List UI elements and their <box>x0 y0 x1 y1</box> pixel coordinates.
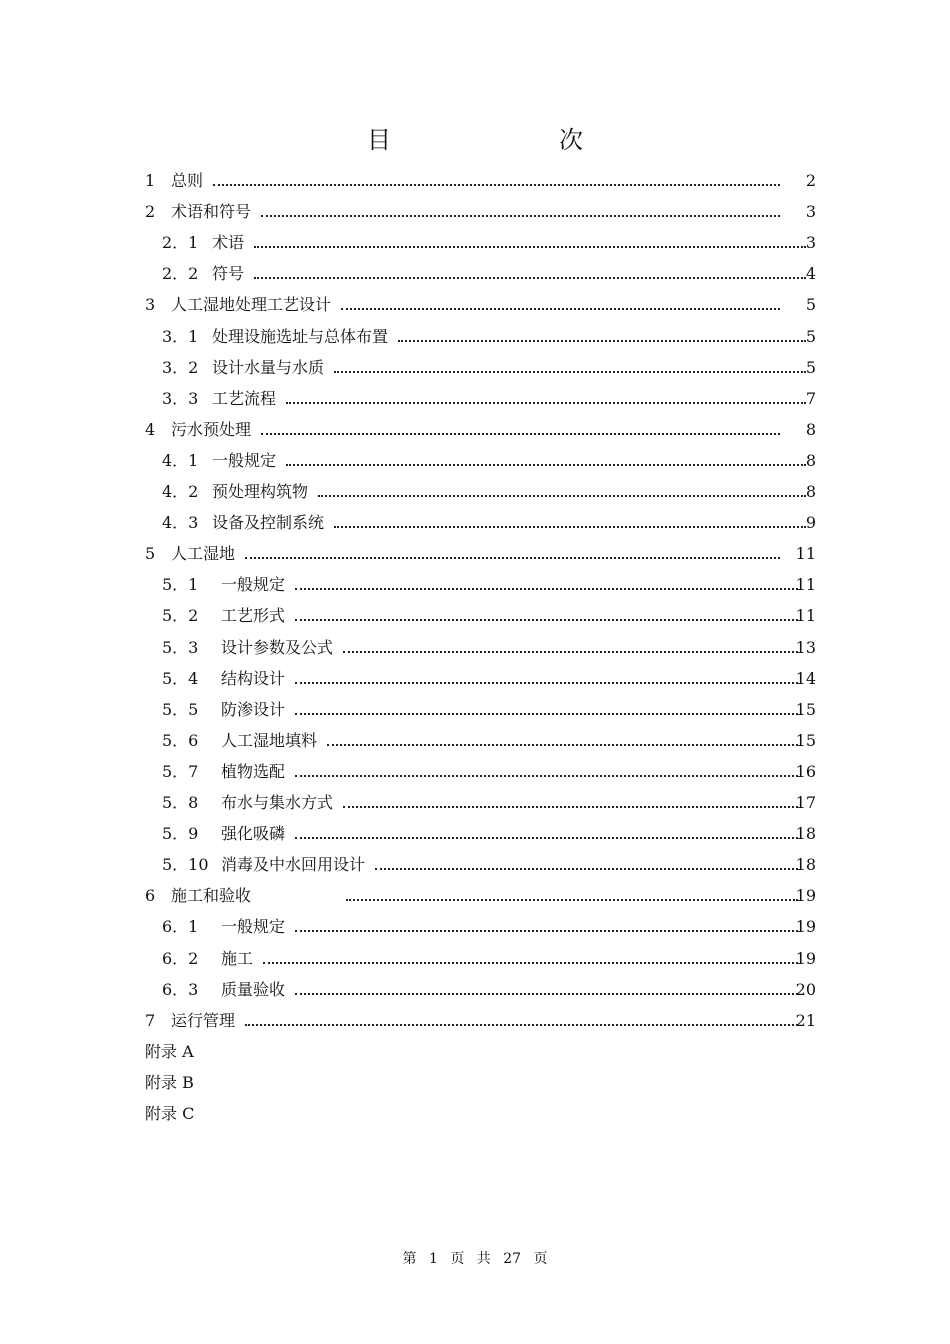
toc-leader-dots <box>213 184 780 186</box>
toc-entry-label: 施工 <box>221 948 254 968</box>
toc-leader-dots <box>254 277 806 279</box>
toc-leader-dots <box>334 371 806 373</box>
toc-leader-dots <box>343 651 798 653</box>
toc-leader-dots <box>286 402 806 404</box>
toc-entry-label: 一般规定 <box>221 575 286 595</box>
toc-leader-dots <box>375 868 798 870</box>
toc-entry-number: 5．2 <box>162 606 199 626</box>
toc-entry[interactable] <box>0 569 950 600</box>
toc-entry-page: 15 <box>795 699 816 719</box>
footer-word-di: 第 <box>402 1251 417 1267</box>
toc-entry-page: 5 <box>805 295 816 315</box>
toc-entry-label: 施工和验收 <box>171 886 252 906</box>
toc-entry[interactable] <box>0 880 950 911</box>
toc-entry-number: 6．2 <box>162 948 199 968</box>
toc-appendix-label: 附录 A <box>145 1041 194 1061</box>
toc-entry[interactable] <box>0 974 950 1005</box>
toc-entry-number: 5．9 <box>162 824 199 844</box>
toc-entry-page: 11 <box>795 575 816 595</box>
toc-entry-number: 4 <box>145 419 156 439</box>
toc-entry-number: 5．4 <box>162 668 199 688</box>
toc-leader-dots <box>398 340 806 342</box>
toc-entry[interactable] <box>0 632 950 663</box>
toc-entry-page: 18 <box>795 855 816 875</box>
toc-entry-page: 11 <box>795 544 816 564</box>
toc-leader-dots <box>245 1024 798 1026</box>
toc-entry-page: 8 <box>805 450 816 470</box>
toc-entry-page: 21 <box>795 1010 816 1030</box>
toc-entry[interactable] <box>0 476 950 507</box>
toc-appendix-entry[interactable] <box>0 1036 950 1067</box>
toc-entry[interactable] <box>0 787 950 818</box>
toc-entry-label: 防渗设计 <box>221 699 286 719</box>
toc-leader-dots <box>318 495 806 497</box>
toc-leader-dots <box>263 962 798 964</box>
toc-entry[interactable] <box>0 943 950 974</box>
toc-leader-dots <box>261 433 780 435</box>
toc-entry-label: 总则 <box>171 171 204 190</box>
toc-entry[interactable] <box>0 1005 950 1036</box>
toc-entry-label: 污水预处理 <box>171 419 252 439</box>
toc-entry-label: 植物选配 <box>221 761 286 781</box>
toc-entry-number: 5．10 <box>162 855 209 875</box>
toc-entry-page: 5 <box>805 357 816 377</box>
toc-entry-number: 5．3 <box>162 637 199 657</box>
toc-entry[interactable] <box>0 383 950 414</box>
toc-entry-page: 15 <box>795 730 816 750</box>
toc-entry-page: 18 <box>795 824 816 844</box>
toc-entry-page: 9 <box>805 513 816 533</box>
toc-entry[interactable] <box>0 507 950 538</box>
toc-leader-dots <box>346 899 798 901</box>
toc-entry-label: 运行管理 <box>171 1010 236 1030</box>
toc-entry-label: 一般规定 <box>221 917 286 937</box>
toc-entry-number: 5 <box>145 544 156 564</box>
toc-entry[interactable] <box>0 694 950 725</box>
footer-total-pages: 27 <box>503 1251 522 1267</box>
toc-entry-number: 5．6 <box>162 730 199 750</box>
toc-leader-dots <box>295 993 798 995</box>
toc-entry-label: 人工湿地填料 <box>221 730 318 750</box>
toc-entry-number: 3．2 <box>162 357 199 377</box>
toc-entry-label: 一般规定 <box>212 450 277 470</box>
toc-entry-label: 人工湿地处理工艺设计 <box>171 295 332 315</box>
toc-entry-page: 2 <box>805 171 816 190</box>
toc-entry[interactable] <box>0 663 950 694</box>
toc-entry-label: 设计参数及公式 <box>221 637 334 657</box>
toc-appendix-entry[interactable] <box>0 1067 950 1098</box>
toc-entry[interactable] <box>0 756 950 787</box>
toc-entry-page: 16 <box>795 761 816 781</box>
toc-entry-number: 1 <box>145 171 156 190</box>
toc-entry-number: 2．2 <box>162 264 199 284</box>
footer-current-page: 1 <box>428 1251 438 1267</box>
toc-entry-page: 5 <box>805 326 816 346</box>
toc-entry-number: 4．2 <box>162 482 199 501</box>
toc-entry-label: 预处理构筑物 <box>212 482 309 501</box>
toc-entry-label: 术语和符号 <box>171 202 252 222</box>
toc-entry-page: 8 <box>805 482 816 501</box>
toc-leader-dots <box>343 806 798 808</box>
toc-entry-page: 19 <box>795 948 816 968</box>
toc-entry-page: 8 <box>805 419 816 439</box>
toc-leader-dots <box>286 464 806 466</box>
toc-leader-dots <box>295 682 798 684</box>
toc-entry-page: 4 <box>805 264 816 284</box>
toc-entry-number: 2．1 <box>162 233 199 253</box>
toc-entry[interactable] <box>0 352 950 383</box>
toc-entry-label: 工艺流程 <box>212 388 277 408</box>
toc-entry-label: 工艺形式 <box>221 606 286 626</box>
toc-appendix-label: 附录 B <box>145 1072 194 1092</box>
toc-leader-dots <box>341 308 780 310</box>
toc-entry-page: 17 <box>795 793 816 812</box>
footer-word-gong: 共 <box>476 1251 491 1267</box>
toc-entry-label: 质量验收 <box>221 979 286 999</box>
toc-entry-label: 术语 <box>212 233 245 253</box>
toc-entry[interactable] <box>0 818 950 849</box>
toc-entry-number: 3 <box>145 295 156 315</box>
toc-entry-number: 7 <box>145 1010 156 1030</box>
toc-entry-page: 13 <box>795 637 816 657</box>
toc-entry-number: 4．1 <box>162 450 199 470</box>
toc-entry-number: 5．8 <box>162 793 199 812</box>
toc-entry[interactable] <box>0 849 950 880</box>
toc-entry-label: 设计水量与水质 <box>212 357 325 377</box>
toc-entry-page: 20 <box>795 979 816 999</box>
toc-entry[interactable] <box>0 165 950 196</box>
toc-leader-dots <box>334 526 806 528</box>
toc-entry-page: 3 <box>805 202 816 222</box>
toc-entry-label: 处理设施选址与总体布置 <box>212 326 389 346</box>
toc-entry[interactable] <box>0 911 950 942</box>
toc-entry-page: 7 <box>805 388 816 408</box>
toc-leader-dots <box>254 246 806 248</box>
toc-entry-label: 人工湿地 <box>171 544 236 564</box>
toc-entry[interactable] <box>0 445 950 476</box>
toc-leader-dots <box>261 215 780 217</box>
toc-entry[interactable] <box>0 258 950 289</box>
toc-leader-dots <box>295 713 798 715</box>
toc-entry-number: 5．5 <box>162 699 199 719</box>
toc-entry[interactable] <box>0 289 950 320</box>
toc-entry-page: 3 <box>805 233 816 253</box>
toc-appendix-entry[interactable] <box>0 1098 950 1129</box>
toc-entry-number: 4．3 <box>162 513 199 533</box>
footer-word-ye-2: 页 <box>533 1251 548 1267</box>
toc-appendix-label: 附录 C <box>145 1104 195 1123</box>
toc-leader-dots <box>327 744 798 746</box>
toc-entry-number: 3．1 <box>162 326 199 346</box>
toc-entry-number: 6．1 <box>162 917 199 937</box>
toc-entry-label: 结构设计 <box>221 668 286 688</box>
toc-entry[interactable] <box>0 227 950 258</box>
toc-entry-label: 设备及控制系统 <box>212 513 325 533</box>
toc-entry[interactable] <box>0 725 950 756</box>
toc-leader-dots <box>295 837 798 839</box>
toc-entry[interactable] <box>0 414 950 445</box>
toc-entry-number: 5．1 <box>162 575 199 595</box>
toc-leader-dots <box>295 588 798 590</box>
toc-entry-page: 19 <box>795 886 816 906</box>
toc-leader-dots <box>295 775 798 777</box>
toc-leader-dots <box>295 930 798 932</box>
toc-entry[interactable] <box>0 538 950 569</box>
toc-entry-page: 19 <box>795 917 816 937</box>
toc-entry-number: 6 <box>145 886 156 906</box>
toc-entry-number: 6．3 <box>162 979 199 999</box>
toc-entry-label: 强化吸磷 <box>221 824 286 844</box>
toc-entry-number: 5．7 <box>162 761 199 781</box>
toc-entry-label: 符号 <box>212 264 245 284</box>
toc-entry-page: 11 <box>795 606 816 626</box>
footer-word-ye: 页 <box>450 1251 465 1267</box>
toc-entry-label: 消毒及中水回用设计 <box>221 855 366 875</box>
toc-entry-number: 2 <box>145 202 156 222</box>
page-title: 目 次 <box>367 126 623 154</box>
toc-entry-page: 14 <box>795 668 816 688</box>
toc-entry-number: 3．3 <box>162 388 199 408</box>
toc-leader-dots <box>295 619 798 621</box>
page-footer <box>0 1248 950 1268</box>
toc-leader-dots <box>245 557 780 559</box>
toc-entry-label: 布水与集水方式 <box>221 793 334 812</box>
toc-entry[interactable] <box>0 196 950 227</box>
toc-entry[interactable] <box>0 600 950 631</box>
toc-entry[interactable] <box>0 321 950 352</box>
